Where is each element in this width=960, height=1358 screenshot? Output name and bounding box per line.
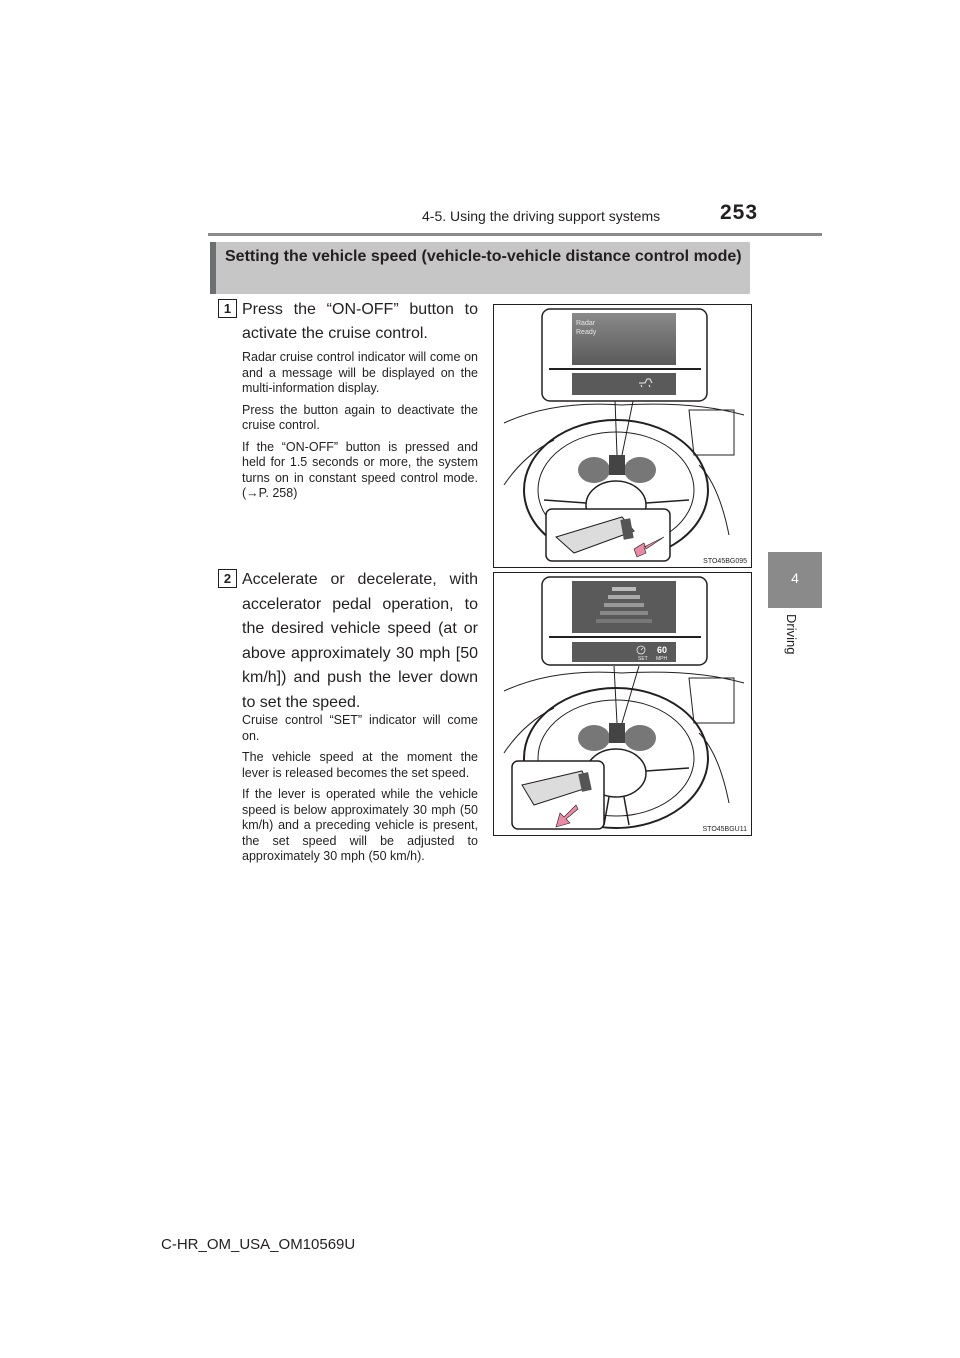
step-1-note-2: Press the button again to deactivate the cruise control.	[242, 402, 478, 432]
header-rule	[208, 233, 822, 236]
running-header-section: 4-5. Using the driving support systems	[422, 208, 661, 224]
display-unit-text: MPH	[656, 656, 668, 662]
step-1-note-3: If the “ON-OFF” button is pressed and held for 1.5 seconds or more, the system turns on in constant speed control mode. (→P. 258)	[242, 439, 478, 500]
display-ready-text: Ready	[576, 329, 597, 336]
section-title: Setting the vehicle speed (vehicle-to-vehicle distance control mode)	[225, 248, 742, 265]
step-1-notes	[242, 350, 478, 508]
step-2-notes	[242, 713, 478, 871]
step-1-note-1: Radar cruise control indicator will come on and a message will be displayed on the multi-information display.	[242, 350, 478, 395]
section-title-box	[210, 242, 750, 294]
chapter-label: Driving	[784, 614, 799, 655]
display-radar-text: Radar	[576, 320, 596, 327]
step-2-heading: Accelerate or decelerate, with accelerator pedal operation, to the desired vehicle speed (at or above approximately 30 mph [50 km/h]) and push the lever down to set the speed.	[242, 571, 478, 711]
chapter-label-wrapper	[783, 614, 803, 684]
section-title-bar	[210, 242, 216, 294]
steering-wheel-illustration-2	[494, 573, 751, 835]
step-2-note-1: Cruise control “SET” indicator will come on.	[242, 713, 478, 743]
chapter-tab	[768, 552, 822, 608]
display-speed-text: 60	[657, 645, 668, 655]
step-2-illustration-code: STO45BGU11	[702, 826, 747, 833]
step-2-note-3: If the lever is operated while the vehicle speed is below approximately 30 mph (50 km/h) and a preceding vehicle is present, the set speed will be adjusted to approximately 30 mph (50 km/h).	[242, 787, 478, 863]
step-2-number: 2	[218, 569, 237, 588]
step-1-illustration	[493, 304, 752, 568]
step-2-illustration	[493, 572, 752, 836]
document-footer-code: C-HR_OM_USA_OM10569U	[161, 1236, 356, 1253]
display-set-text: SET	[638, 656, 648, 662]
step-1-heading: Press the “ON-OFF” button to activate the cruise control.	[242, 301, 478, 342]
step-2-note-2: The vehicle speed at the moment the lever is released becomes the set speed.	[242, 750, 478, 780]
step-1-illustration-code: STO45BG095	[703, 558, 747, 565]
page-number: 253	[720, 201, 759, 224]
step-1-number: 1	[218, 299, 237, 318]
steering-wheel-illustration-1	[494, 305, 751, 567]
chapter-number: 4	[791, 570, 799, 586]
